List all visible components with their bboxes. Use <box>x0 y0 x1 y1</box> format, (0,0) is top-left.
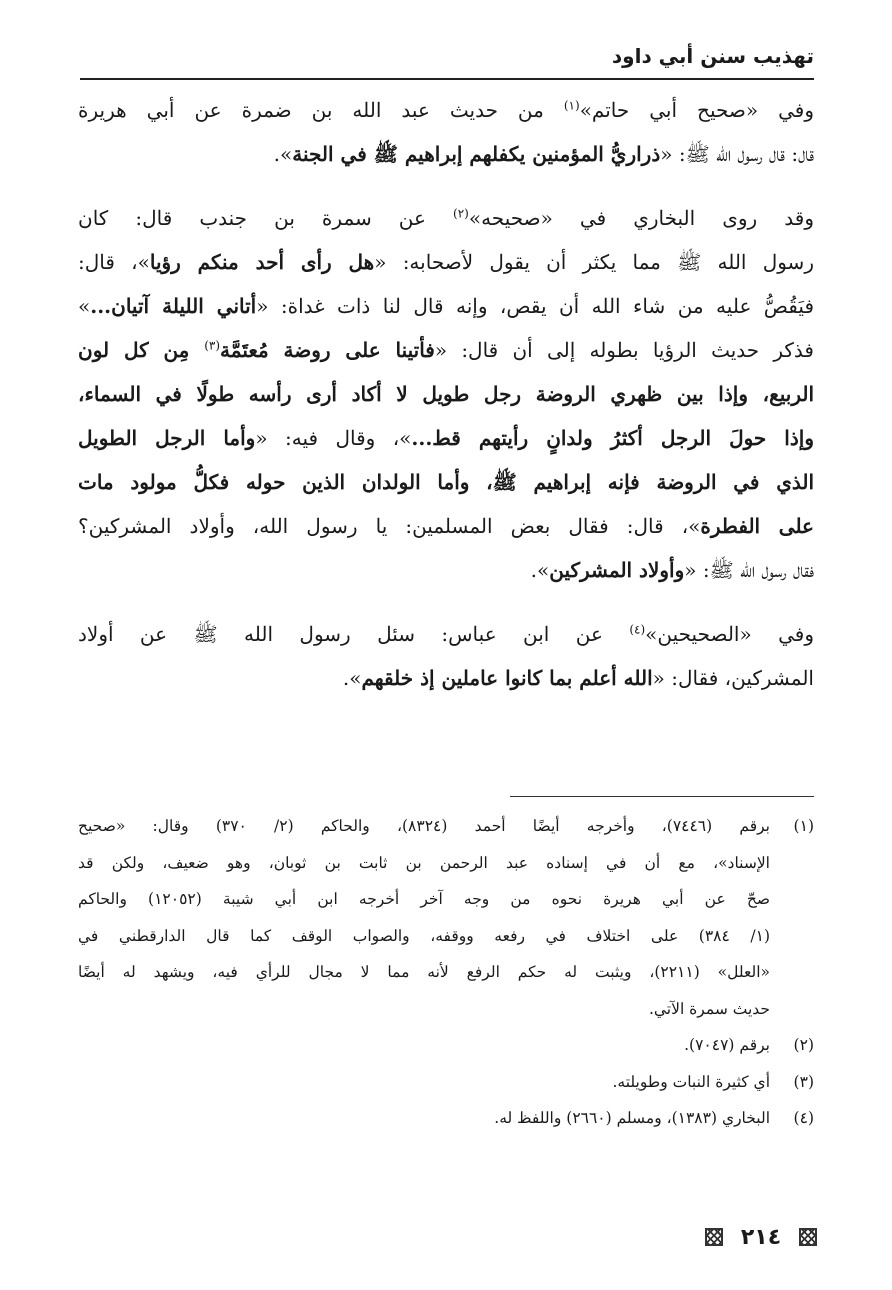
text-line <box>78 284 814 328</box>
hadith-text: وأما الرجل الطويل <box>78 426 256 450</box>
main-text <box>78 88 814 720</box>
footnote-number: (١) <box>793 817 814 835</box>
footnote-line: برقم (٧٠٤٧). <box>684 1036 770 1054</box>
paragraph <box>78 612 814 700</box>
footnote-number: (٤) <box>793 1109 814 1127</box>
footnote-body <box>78 1100 770 1137</box>
footnote-line: أي كثيرة النبات وطويلته. <box>612 1072 770 1091</box>
text-run: فذكر حديث الرؤيا بطوله إلى أن قال: « <box>434 338 814 362</box>
hadith-text: هل رأى أحد منكم رؤيا <box>149 250 375 274</box>
text-run: عن ابن عباس: سئل رسول الله ﷺ عن أولاد <box>78 622 630 646</box>
text-line <box>78 548 814 592</box>
page-number: ٢١٤ <box>740 1224 782 1250</box>
header-rule <box>80 78 814 80</box>
text-line <box>78 132 814 176</box>
hadith-text: وأولاد المشركين <box>549 558 685 582</box>
text-line <box>78 196 814 240</box>
text-line <box>78 416 814 460</box>
footnote-marker: (١) <box>563 98 580 113</box>
footnote-line: برقم (٧٤٤٦)، وأخرجه أيضًا أحمد (٨٣٢٤)، والحاكم (٢/ ٣٧٠) وقال: «صحيح <box>78 817 770 835</box>
footnote-line: (١/ ٣٨٤) على اختلاف في رفعه ووقفه، والصواب الوقف كما قال الدارقطني في <box>78 926 770 945</box>
ornament-left-icon <box>705 1228 723 1246</box>
hadith-text: فأتينا على روضة مُعتَمَّة <box>220 338 435 362</box>
paragraph <box>78 88 814 176</box>
text-run: عن سمرة بن جندب قال: كان <box>78 206 454 230</box>
text-run: فيَقُصُّ عليه من شاء الله أن يقص، وإنه قال لنا ذات غداة: « <box>256 294 814 318</box>
footnote-separator <box>510 796 814 797</box>
text-run: وقد روى البخاري في «صحيحه» <box>468 206 814 230</box>
text-run: »، وقال فيه: « <box>255 426 412 450</box>
footnote-body <box>78 808 770 1027</box>
footnote-line: حديث سمرة الآتي. <box>648 999 770 1018</box>
text-run: ». <box>530 558 550 582</box>
footnote-line: البخاري (١٣٨٣)، ومسلم (٢٦٦٠) واللفظ له. <box>494 1109 770 1127</box>
text-run: »، قال: فقال بعض المسلمين: يا رسول الله، وأولاد المشركين؟ <box>78 514 701 538</box>
hadith-text: الله أعلم بما كانوا عاملين إذ خلقهم <box>361 666 653 690</box>
hadith-text: وإذا حولَ الرجل أكثرُ ولدانٍ رأيتهم قط... <box>411 426 814 450</box>
footnote-line: «العلل» (٢٢١١)، ويثبت له حكم الرفع لأنه مما لا مجال للرأي فيه، ويشهد له أيضًا <box>78 963 770 981</box>
footnote <box>78 808 814 1027</box>
hadith-text: ذراريُّ المؤمنين يكفلهم إبراهيم ﷺ في الجنة <box>292 142 661 166</box>
text-line <box>78 504 814 548</box>
text-run: »، قال: <box>78 250 150 274</box>
footnotes <box>78 808 814 1137</box>
text-run: قال: قال رسول الله ﷺ: « <box>660 142 814 166</box>
text-run: وفي «صحيح أبي حاتم» <box>579 98 814 122</box>
hadith-text: مِن كل لون <box>78 338 205 362</box>
text-line <box>78 612 814 656</box>
text-line <box>78 460 814 504</box>
footnote-marker: (٤) <box>629 622 646 637</box>
text-run: المشركين، فقال: « <box>652 666 814 690</box>
paragraph <box>78 196 814 592</box>
running-header-title: تهذيب سنن أبي داود <box>611 44 814 68</box>
footnote-number: (٢) <box>793 1036 814 1054</box>
text-line <box>78 240 814 284</box>
text-run: وفي «الصحيحين» <box>645 622 814 646</box>
ornament-right-icon <box>799 1228 817 1246</box>
text-line <box>78 328 814 372</box>
footnote-marker: (٢) <box>453 206 469 221</box>
text-line <box>78 372 814 416</box>
footnote-body <box>78 1027 770 1064</box>
text-run: رسول الله ﷺ مما يكثر أن يقول لأصحابه: « <box>374 250 814 274</box>
hadith-text: الربيع، وإذا بين ظهري الروضة رجل طويل لا أكاد أرى رأسه طولًا في السماء، <box>78 382 814 406</box>
hadith-text: أتاني الليلة آتيان... <box>90 294 257 318</box>
text-run: ». <box>342 666 362 690</box>
page-number-box <box>705 1222 817 1252</box>
text-run: » <box>78 294 91 318</box>
footnote-number: (٣) <box>793 1072 814 1091</box>
footnote-line: الإسناد»، مع أن في إسناده عبد الرحمن بن ثابت بن ثوبان، وهو ضعيف، ولكن قد <box>78 853 770 872</box>
text-run: فقال رسول الله ﷺ: « <box>684 558 814 582</box>
footnote <box>78 1100 814 1137</box>
hadith-text: الذي في الروضة فإنه إبراهيم ﷺ، وأما الولدان الذين حوله فكلُّ مولود مات <box>78 470 814 494</box>
footnote-body <box>78 1064 770 1101</box>
hadith-text: على الفطرة <box>700 514 814 538</box>
footnote <box>78 1027 814 1064</box>
footnote-line: صحّ عن أبي هريرة نحوه من وجه آخر أخرجه ابن أبي شيبة (١٢٠٥٢) والحاكم <box>78 890 770 908</box>
footnote <box>78 1064 814 1101</box>
text-run: ». <box>273 142 293 166</box>
footnote-marker: (٣) <box>204 338 221 353</box>
text-line <box>78 656 814 700</box>
text-run: من حديث عبد الله بن ضمرة عن أبي هريرة <box>78 98 564 122</box>
text-line <box>78 88 814 132</box>
